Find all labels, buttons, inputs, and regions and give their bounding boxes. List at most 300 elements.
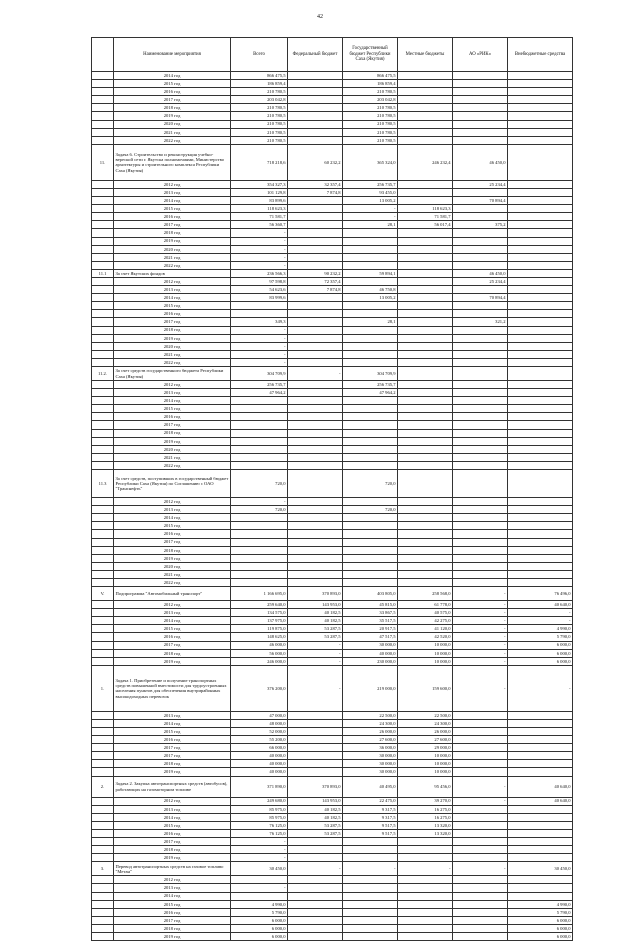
cell-rik	[453, 413, 508, 421]
cell-total	[231, 461, 288, 469]
cell-total	[231, 530, 288, 538]
cell-state	[343, 498, 398, 506]
table-row-year	[92, 813, 573, 821]
cell-federal: 40 182,5	[288, 805, 343, 813]
cell-local	[398, 884, 453, 892]
cell-local	[398, 180, 453, 188]
cell-federal	[288, 728, 343, 736]
cell-state: 30 000,0	[343, 760, 398, 768]
table-row-year	[92, 900, 573, 908]
cell-local	[398, 286, 453, 294]
table-row-year	[92, 136, 573, 144]
cell-federal: -	[288, 862, 343, 876]
row-year: 2014 год	[114, 197, 231, 205]
cell-state	[343, 522, 398, 530]
cell-rik	[453, 88, 508, 96]
cell-federal	[288, 892, 343, 900]
cell-rik	[453, 876, 508, 884]
cell-extrabudgetary: 6 000,0	[508, 932, 573, 940]
cell-extrabudgetary	[508, 768, 573, 776]
cell-federal: -	[288, 657, 343, 665]
cell-rik	[453, 342, 508, 350]
cell-total: 371 890,0	[231, 776, 288, 797]
cell-rik: 25 234,4	[453, 180, 508, 188]
table-row-year	[92, 562, 573, 570]
cell-federal: -	[288, 367, 343, 381]
cell-extrabudgetary	[508, 421, 573, 429]
row-index	[92, 429, 114, 437]
row-index	[92, 760, 114, 768]
cell-extrabudgetary	[508, 760, 573, 768]
table-row-year	[92, 625, 573, 633]
row-index	[92, 229, 114, 237]
cell-extrabudgetary	[508, 711, 573, 719]
cell-local	[398, 453, 453, 461]
cell-total: 83 899,6	[231, 197, 288, 205]
cell-total: 720,0	[231, 470, 288, 498]
table-row-year	[92, 752, 573, 760]
cell-state: 256 735,7	[343, 381, 398, 389]
cell-state: -	[343, 862, 398, 876]
cell-extrabudgetary	[508, 302, 573, 310]
row-index	[92, 649, 114, 657]
cell-federal	[288, 506, 343, 514]
table-row-year	[92, 310, 573, 318]
table-row-year	[92, 277, 573, 285]
cell-total: 6 000,0	[231, 916, 288, 924]
row-year: 2013 год	[114, 286, 231, 294]
cell-extrabudgetary	[508, 80, 573, 88]
cell-state: 22 475,0	[343, 797, 398, 805]
row-index	[92, 924, 114, 932]
cell-local	[398, 461, 453, 469]
cell-state	[343, 514, 398, 522]
row-year: 2015 год	[114, 625, 231, 633]
cell-federal	[288, 470, 343, 498]
cell-federal: 143 953,0	[288, 601, 343, 609]
row-index: 3.	[92, 862, 114, 876]
cell-state: 46 750,8	[343, 286, 398, 294]
cell-federal: 370 893,0	[288, 587, 343, 601]
cell-state: 219 000,0	[343, 665, 398, 711]
cell-federal	[288, 197, 343, 205]
row-index	[92, 506, 114, 514]
row-index	[92, 554, 114, 562]
cell-federal	[288, 429, 343, 437]
cell-federal: 7 874,8	[288, 286, 343, 294]
table-row-section	[92, 665, 573, 711]
table-row-year	[92, 609, 573, 617]
row-index	[92, 711, 114, 719]
cell-local	[398, 876, 453, 884]
cell-rik	[453, 932, 508, 940]
row-year: 2012 год	[114, 381, 231, 389]
cell-state: -	[343, 213, 398, 221]
cell-rik	[453, 578, 508, 586]
table-row-year	[92, 641, 573, 649]
cell-federal	[288, 253, 343, 261]
row-year: 2014 год	[114, 514, 231, 522]
row-index	[92, 261, 114, 269]
cell-total: -	[231, 846, 288, 854]
cell-total: 55 200,0	[231, 736, 288, 744]
cell-total	[231, 522, 288, 530]
cell-federal	[288, 342, 343, 350]
cell-extrabudgetary	[508, 310, 573, 318]
row-year: 2012 год	[114, 876, 231, 884]
cell-rik: -	[453, 587, 508, 601]
row-year: 2019 год	[114, 657, 231, 665]
table-row-year	[92, 768, 573, 776]
cell-federal	[288, 437, 343, 445]
cell-rik	[453, 358, 508, 366]
table-row-year	[92, 719, 573, 727]
cell-state	[343, 838, 398, 846]
cell-local: 10 000,0	[398, 649, 453, 657]
cell-local	[398, 421, 453, 429]
cell-state	[343, 445, 398, 453]
row-year: 2015 год	[114, 302, 231, 310]
row-year: 2018 год	[114, 104, 231, 112]
row-index	[92, 932, 114, 940]
cell-total: 40 000,0	[231, 760, 288, 768]
cell-local	[398, 350, 453, 358]
cell-extrabudgetary	[508, 213, 573, 221]
cell-total: -	[231, 261, 288, 269]
cell-local	[398, 310, 453, 318]
cell-local	[398, 916, 453, 924]
cell-local	[398, 838, 453, 846]
cell-local: 10 000,0	[398, 657, 453, 665]
table-row-year	[92, 342, 573, 350]
cell-federal	[288, 846, 343, 854]
cell-extrabudgetary	[508, 813, 573, 821]
row-index	[92, 805, 114, 813]
cell-rik: 25 234,4	[453, 277, 508, 285]
cell-total: 83 999,6	[231, 294, 288, 302]
cell-extrabudgetary	[508, 397, 573, 405]
cell-local	[398, 112, 453, 120]
table-header-row	[92, 38, 573, 72]
cell-total	[231, 421, 288, 429]
cell-extrabudgetary	[508, 470, 573, 498]
cell-total: 71 581,7	[231, 213, 288, 221]
row-index	[92, 797, 114, 805]
cell-federal	[288, 96, 343, 104]
cell-rik	[453, 546, 508, 554]
row-year: 2014 год	[114, 72, 231, 80]
table-row-year	[92, 445, 573, 453]
row-index	[92, 453, 114, 461]
cell-rik	[453, 554, 508, 562]
cell-federal: 370 893,0	[288, 776, 343, 797]
cell-total: -	[231, 358, 288, 366]
cell-extrabudgetary	[508, 846, 573, 854]
header-extrabudgetary: Внебюджетные средства	[508, 38, 573, 72]
header-total: Всего	[231, 38, 288, 72]
cell-state: 210 780,5	[343, 112, 398, 120]
table-row-year	[92, 128, 573, 136]
row-index	[92, 213, 114, 221]
row-index	[92, 498, 114, 506]
row-index	[92, 112, 114, 120]
cell-rik: 70 894,4	[453, 197, 508, 205]
table-row-year	[92, 570, 573, 578]
cell-total	[231, 876, 288, 884]
cell-federal	[288, 924, 343, 932]
cell-total: 40 000,0	[231, 768, 288, 776]
row-activity-name: За счет Якутских фондов	[114, 269, 231, 277]
cell-rik	[453, 530, 508, 538]
cell-federal: 53 287,5	[288, 829, 343, 837]
row-year: 2016 год	[114, 908, 231, 916]
cell-extrabudgetary	[508, 277, 573, 285]
cell-local	[398, 854, 453, 862]
cell-extrabudgetary	[508, 530, 573, 538]
row-year: 2021 год	[114, 570, 231, 578]
cell-rik	[453, 498, 508, 506]
row-index	[92, 437, 114, 445]
table-row-year	[92, 334, 573, 342]
cell-rik	[453, 326, 508, 334]
table-row-year	[92, 546, 573, 554]
cell-federal	[288, 711, 343, 719]
row-year: 2017 год	[114, 96, 231, 104]
table-row-year	[92, 397, 573, 405]
cell-state: 13 005,2	[343, 294, 398, 302]
cell-extrabudgetary	[508, 367, 573, 381]
page-number: 42	[317, 14, 323, 20]
table-row-year	[92, 221, 573, 229]
cell-state: 93 455,0	[343, 188, 398, 196]
cell-rik	[453, 728, 508, 736]
row-year: 2012 год	[114, 797, 231, 805]
cell-federal	[288, 112, 343, 120]
row-activity-name: За счет средств государственного бюджета Республики Саха (Якутия)	[114, 367, 231, 381]
cell-state	[343, 429, 398, 437]
cell-total	[231, 514, 288, 522]
cell-local	[398, 120, 453, 128]
cell-extrabudgetary: 6 000,0	[508, 641, 573, 649]
cell-federal	[288, 760, 343, 768]
row-year: 2016 год	[114, 530, 231, 538]
cell-rik	[453, 237, 508, 245]
cell-extrabudgetary	[508, 144, 573, 180]
cell-total: 1 166 695,0	[231, 587, 288, 601]
cell-total: 349,3	[231, 318, 288, 326]
cell-state: 9 517,5	[343, 821, 398, 829]
cell-extrabudgetary: 30 450,0	[508, 862, 573, 876]
row-index	[92, 405, 114, 413]
table-row-year	[92, 326, 573, 334]
cell-extrabudgetary	[508, 294, 573, 302]
table-row-section	[92, 470, 573, 498]
table-row-year	[92, 657, 573, 665]
cell-total: 76 125,0	[231, 821, 288, 829]
row-index	[92, 916, 114, 924]
table-row-year	[92, 601, 573, 609]
cell-state	[343, 350, 398, 358]
cell-rik	[453, 461, 508, 469]
cell-federal: 60 232,2	[288, 144, 343, 180]
table-row-year	[92, 245, 573, 253]
cell-state	[343, 884, 398, 892]
cell-state: 210 780,5	[343, 88, 398, 96]
row-index	[92, 277, 114, 285]
cell-local	[398, 892, 453, 900]
cell-local: 246 232,4	[398, 144, 453, 180]
cell-extrabudgetary	[508, 261, 573, 269]
row-index	[92, 72, 114, 80]
cell-local	[398, 277, 453, 285]
cell-total	[231, 445, 288, 453]
row-index	[92, 744, 114, 752]
cell-total: 85 975,0	[231, 805, 288, 813]
row-year: 2016 год	[114, 413, 231, 421]
row-index	[92, 530, 114, 538]
table-row-year	[92, 797, 573, 805]
cell-rik	[453, 310, 508, 318]
cell-local	[398, 128, 453, 136]
table-row-year	[92, 437, 573, 445]
cell-rik	[453, 522, 508, 530]
funding-table	[91, 37, 573, 941]
table-row-year	[92, 884, 573, 892]
cell-local: 26 000,0	[398, 728, 453, 736]
table-row-year	[92, 506, 573, 514]
table-row-year	[92, 80, 573, 88]
cell-extrabudgetary	[508, 884, 573, 892]
cell-total: 354 327,3	[231, 180, 288, 188]
cell-total	[231, 397, 288, 405]
cell-extrabudgetary: -	[508, 609, 573, 617]
cell-local: 42 520,0	[398, 633, 453, 641]
table-row-year	[92, 413, 573, 421]
table-row-year	[92, 96, 573, 104]
cell-rik	[453, 908, 508, 916]
cell-state: 36 000,0	[343, 744, 398, 752]
row-index	[92, 197, 114, 205]
row-index	[92, 838, 114, 846]
row-index	[92, 625, 114, 633]
cell-state	[343, 892, 398, 900]
row-activity-name: Задача 1. Приобретение и получение транспортных средств повышенной вместимости для трудоустроенных населения пунктов для обеспечения внутрирайонных высокодоходных перевозок	[114, 665, 231, 711]
cell-rik	[453, 80, 508, 88]
cell-total: 54 623,6	[231, 286, 288, 294]
cell-state	[343, 908, 398, 916]
cell-local	[398, 136, 453, 144]
cell-state: 203 042,8	[343, 96, 398, 104]
cell-federal: 40 182,5	[288, 609, 343, 617]
cell-extrabudgetary	[508, 318, 573, 326]
cell-state	[343, 326, 398, 334]
cell-state: 59 894,1	[343, 269, 398, 277]
cell-state: 24 300,0	[343, 719, 398, 727]
row-index	[92, 892, 114, 900]
cell-local	[398, 358, 453, 366]
cell-local	[398, 405, 453, 413]
cell-total	[231, 413, 288, 421]
cell-state: 720,0	[343, 506, 398, 514]
cell-rik: -	[453, 609, 508, 617]
table-row-year	[92, 188, 573, 196]
cell-extrabudgetary	[508, 453, 573, 461]
cell-state: 27 600,0	[343, 736, 398, 744]
cell-state	[343, 245, 398, 253]
cell-federal	[288, 310, 343, 318]
row-index	[92, 253, 114, 261]
cell-federal	[288, 421, 343, 429]
row-year: 2014 год	[114, 892, 231, 900]
cell-rik	[453, 205, 508, 213]
cell-local: 13 320,0	[398, 821, 453, 829]
cell-extrabudgetary	[508, 253, 573, 261]
cell-local	[398, 932, 453, 940]
cell-local	[398, 261, 453, 269]
table-row-year	[92, 554, 573, 562]
table-row-year	[92, 916, 573, 924]
cell-extrabudgetary	[508, 445, 573, 453]
cell-total	[231, 302, 288, 310]
cell-rik	[453, 736, 508, 744]
header-state-budget: Государственный бюджет Республики Саха (Якутия)	[343, 38, 398, 72]
cell-state: 30 000,0	[343, 768, 398, 776]
row-year: 2019 год	[114, 768, 231, 776]
cell-state: 866 475,5	[343, 72, 398, 80]
cell-local: 10 000,0	[398, 752, 453, 760]
cell-rik	[453, 104, 508, 112]
cell-state	[343, 253, 398, 261]
cell-state	[343, 562, 398, 570]
cell-federal	[288, 744, 343, 752]
cell-rik	[453, 334, 508, 342]
cell-rik: -	[453, 797, 508, 805]
cell-state: 210 780,5	[343, 104, 398, 112]
row-year: 2015 год	[114, 728, 231, 736]
row-index: 11.	[92, 144, 114, 180]
row-year: 2020 год	[114, 245, 231, 253]
cell-extrabudgetary	[508, 546, 573, 554]
cell-rik: 46 450,0	[453, 269, 508, 277]
cell-state	[343, 570, 398, 578]
row-year: 2017 год	[114, 538, 231, 546]
table-row-year	[92, 205, 573, 213]
cell-local: 10 000,0	[398, 768, 453, 776]
cell-state	[343, 578, 398, 586]
cell-total: -	[231, 229, 288, 237]
cell-extrabudgetary	[508, 350, 573, 358]
cell-state	[343, 530, 398, 538]
cell-local	[398, 229, 453, 237]
row-year: 2012 год	[114, 601, 231, 609]
table-row-year	[92, 72, 573, 80]
cell-total: 148 625,0	[231, 633, 288, 641]
cell-extrabudgetary	[508, 719, 573, 727]
cell-total: 4 990,0	[231, 900, 288, 908]
row-year: 2017 год	[114, 916, 231, 924]
row-index	[92, 180, 114, 188]
cell-federal	[288, 570, 343, 578]
cell-federal	[288, 413, 343, 421]
cell-federal	[288, 381, 343, 389]
cell-federal	[288, 752, 343, 760]
cell-extrabudgetary	[508, 269, 573, 277]
cell-extrabudgetary: 40 640,0	[508, 601, 573, 609]
cell-rik: 375,2	[453, 221, 508, 229]
cell-rik	[453, 429, 508, 437]
cell-rik	[453, 506, 508, 514]
row-year: 2017 год	[114, 318, 231, 326]
